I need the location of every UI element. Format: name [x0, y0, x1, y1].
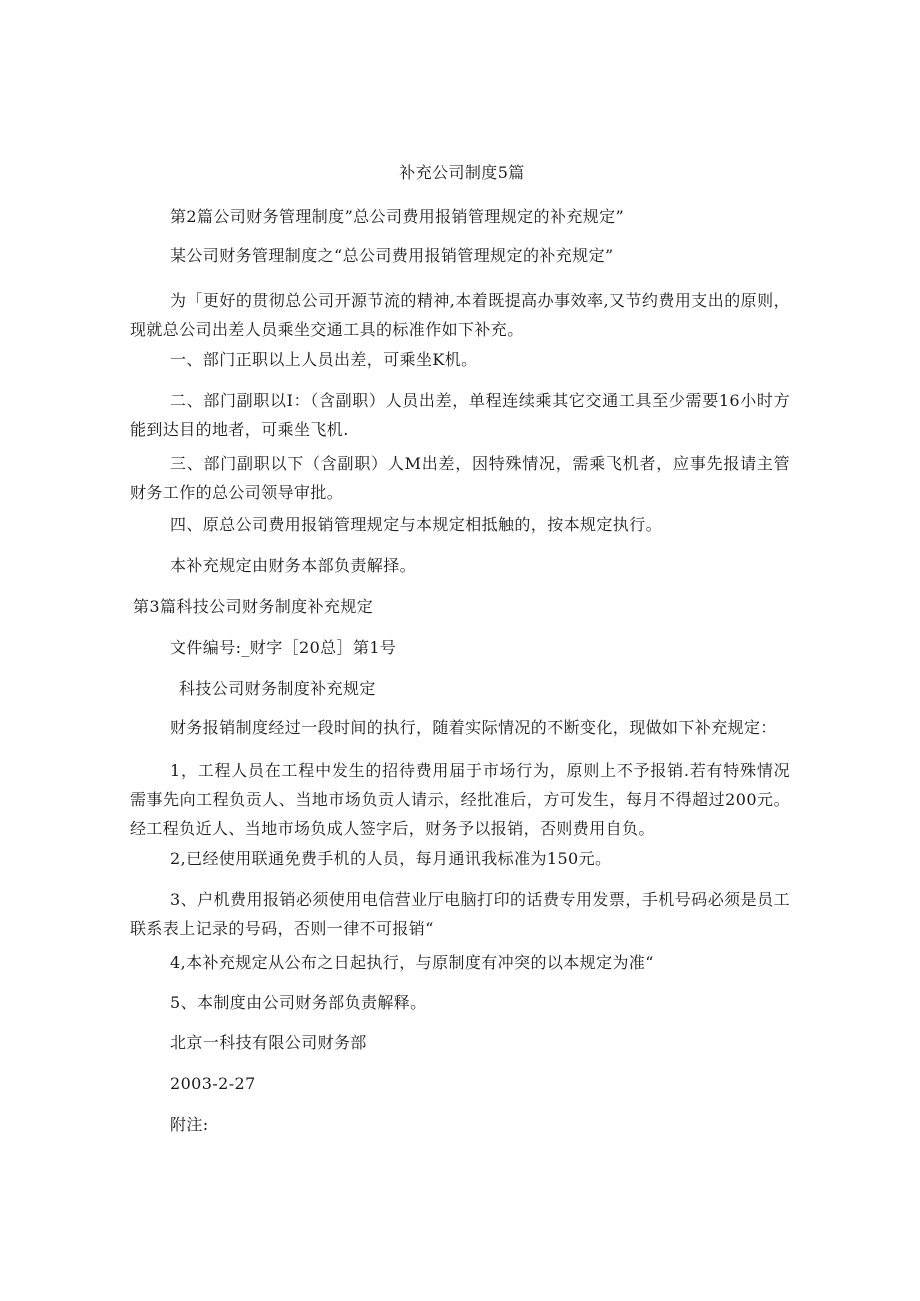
part3-heading: 第3篇科技公司财务制度补充规定: [133, 597, 374, 616]
part2-heading: 第2篇公司财务管理制度”总公司费用报销管理规定的补充规定”: [170, 207, 625, 226]
part3-document-number: 文件编号:_财字［20总］第1号: [170, 638, 397, 657]
part2-item-4: 四、原总公司费用报销管理规定与本规定相抵触的，按本规定执行。: [170, 515, 663, 534]
part3-item-4: 4,本补充规定从公布之日起执行，与原制度有冲突的以本规定为准“: [170, 953, 654, 972]
part3-subtitle: 科技公司财务制度补充规定: [179, 679, 376, 698]
signature-date: 2003-2-27: [170, 1074, 256, 1093]
part2-closing: 本补充规定由财务本部负责解择。: [170, 556, 417, 575]
part3-item-3: 3、户机费用报销必须使用电信营业厅电脑打印的话费专用发票，手机号码必须是员工联系表上记录的号码，否则一律不可报销“: [130, 890, 790, 938]
part2-item-1: 一、部门正职以上人员出差，可乘坐K机。: [170, 350, 478, 369]
part3-item-5: 5、本制度由公司财务部负责解释。: [170, 993, 427, 1012]
part2-subtitle: 某公司财务管理制度之“总公司费用报销管理规定的补充规定”: [170, 246, 614, 265]
part3-intro: 财务报销制度经过一段时间的执行，随着实际情况的不断变化，现做如下补充规定：: [170, 718, 777, 737]
part3-item-2: 2,已经使用联通免费手机的人员，每月通讯我标准为150元。: [170, 849, 612, 868]
part2-intro-paragraph: 为「更好的贯彻总公司开源节流的精神,本着既提高办事效率,又节约费用支出的原则，现就总公司出差人员乘坐交通工具的标准作如下补充。: [130, 291, 790, 339]
part2-item-2: 二、部门副职以I：（含副职）人员出差，单程连续乘其它交通工具至少需要16小时方能到达目的地者，可乘坐飞机.: [130, 391, 790, 439]
part2-item-3: 三、部门副职以下（含副职）人M出差，因特殊情况，需乘飞机者，应事先报请主管财务工作的总公司领导审批。: [130, 454, 790, 502]
part3-item-1: 1，工程人员在工程中发生的招待费用届于市场行为，原则上不予报销.若有特殊情况需事先向工程负贡人、当地市场负贡人请示，经批准后，方可发生，每月不得超过200元。经工程负近人、当地市场负成人签字后，财务予以报销，否则费用自负。: [130, 761, 790, 838]
note-label: 附注:: [170, 1115, 209, 1134]
signature-company: 北京一科技有限公司财务部: [170, 1033, 367, 1052]
page-title: 补充公司制度5篇: [399, 163, 525, 182]
